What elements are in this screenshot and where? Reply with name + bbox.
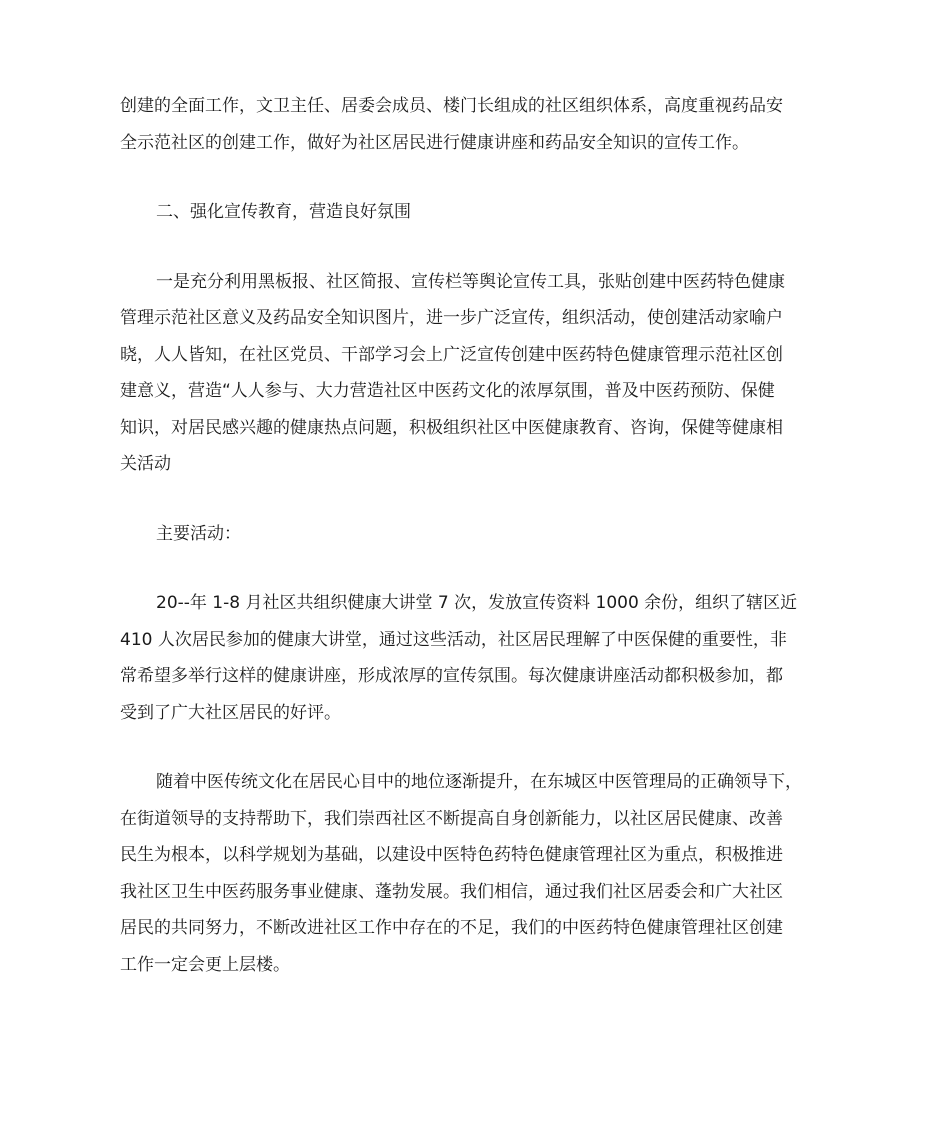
heading-line: 二、强化宣传教育，营造良好氛围: [156, 202, 411, 222]
text-line: 工作一定会更上层楼。: [120, 954, 290, 975]
paragraph-activities: [120, 585, 840, 731]
text-line: 知识，对居民感兴趣的健康热点问题，积极组织社区中医健康教育、咨询，保健等健康相: [120, 417, 783, 438]
paragraph-org-system: [120, 88, 840, 161]
text-line: 410 人次居民参加的健康大讲堂，通过这些活动，社区居民理解了中医保健的重要性，非: [120, 629, 787, 650]
paragraph-spacer: [120, 231, 840, 264]
paragraph-spacer: [120, 552, 840, 585]
text-line: 我社区卫生中医药服务事业健康、蓬勃发展。我们相信，通过我们社区居委会和广大社区: [120, 881, 783, 902]
text-line: 在街道领导的支持帮助下，我们崇西社区不断提高自身创新能力，以社区居民健康、改善: [120, 808, 783, 829]
main-activities-label: [120, 516, 840, 553]
text-line: 民生为根本，以科学规划为基础，以建设中医特色药特色健康管理社区为重点，积极推进: [120, 845, 783, 865]
document-page: [120, 88, 840, 983]
text-line: 建意义，营造“人人参与、大力营造社区中医药文化的浓厚氛围，普及中医药预防、保健: [120, 381, 775, 401]
text-line: 晓，人人皆知，在社区党员、干部学习会上广泛宣传创建中医药特色健康管理示范社区创: [120, 344, 783, 365]
text-line: 随着中医传统文化在居民心目中的地位逐渐提升，在东城区中医管理局的正确领导下，: [156, 772, 802, 792]
paragraph-publicity: [120, 264, 840, 483]
text-line: 管理示范社区意义及药品安全知识图片，进一步广泛宣传，组织活动，使创建活动家喻户: [120, 308, 783, 328]
text-line: 20--年 1-8 月社区共组织健康大讲堂 7 次，发放宣传资料 1000 余份，组织了辖区近: [156, 593, 798, 613]
text-line: 受到了广大社区居民的好评。: [120, 702, 341, 723]
section-heading: [120, 194, 840, 231]
text-line: 创建的全面工作，文卫主任、居委会成员、楼门长组成的社区组织体系，高度重视药品安: [120, 96, 783, 116]
text-line: 居民的共同努力，不断改进社区工作中存在的不足，我们的中医药特色健康管理社区创建: [120, 918, 783, 938]
text-line: 全示范社区的创建工作，做好为社区居民进行健康讲座和药品安全知识的宣传工作。: [120, 132, 749, 153]
paragraph-conclusion: [120, 764, 840, 983]
text-line: 一是充分利用黑板报、社区简报、宣传栏等舆论宣传工具，张贴创建中医药特色健康: [156, 271, 785, 292]
paragraph-spacer: [120, 731, 840, 764]
text-line: 主要活动：: [156, 523, 241, 544]
text-line: 关活动: [120, 454, 171, 474]
text-line: 常希望多举行这样的健康讲座，形成浓厚的宣传氛围。每次健康讲座活动都积极参加，都: [120, 666, 783, 686]
paragraph-spacer: [120, 161, 840, 194]
paragraph-spacer: [120, 483, 840, 516]
